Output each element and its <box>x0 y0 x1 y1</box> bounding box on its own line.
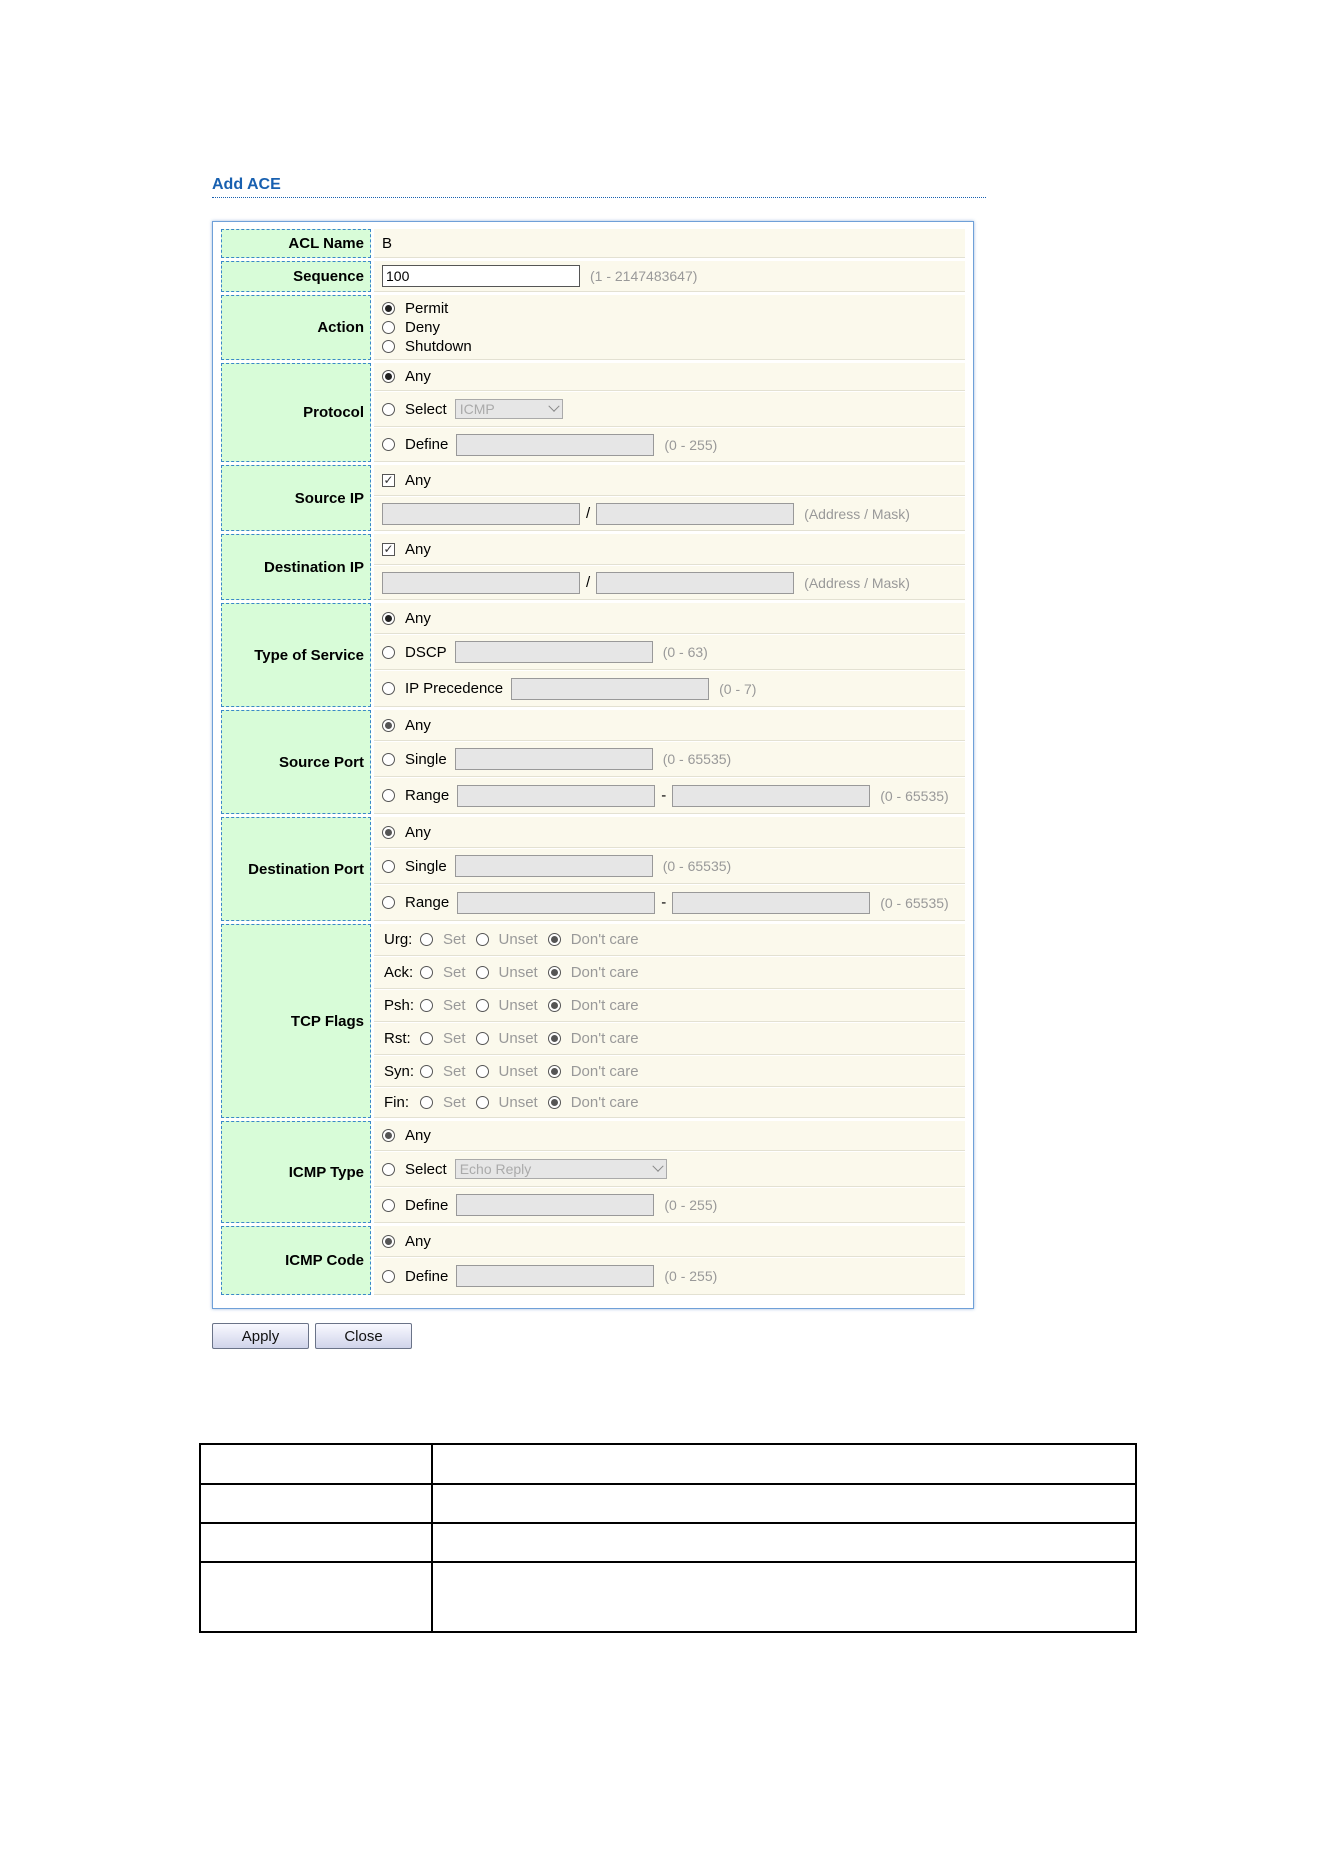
acl-name-label: ACL Name <box>221 229 371 258</box>
row-source-ip <box>221 465 965 531</box>
tcp-flag-name: Psh: <box>384 997 415 1014</box>
fin-set-radio[interactable] <box>420 1096 433 1109</box>
icmp-code-define-radio[interactable] <box>382 1270 395 1283</box>
source-port-single-input[interactable] <box>455 748 653 770</box>
syn-set-label: Set <box>443 1062 466 1080</box>
tos-ip-precedence-input[interactable] <box>511 678 709 700</box>
psh-unset-radio[interactable] <box>476 999 489 1012</box>
apply-button[interactable]: Apply <box>212 1323 309 1349</box>
destination-ip-any-label: Any <box>405 540 431 558</box>
source-ip-any-label: Any <box>405 471 431 489</box>
table-cell <box>432 1484 1136 1523</box>
fin-dont-care-radio[interactable] <box>548 1096 561 1109</box>
protocol-select-radio[interactable] <box>382 403 395 416</box>
icmp-type-any-label: Any <box>405 1127 431 1144</box>
source-port-single-label: Single <box>405 750 447 768</box>
action-option-permit[interactable] <box>382 299 448 318</box>
chevron-down-icon <box>652 1161 663 1172</box>
action-label: Action <box>221 295 371 360</box>
icmp-code-label: ICMP Code <box>221 1226 371 1295</box>
psh-unset-label: Unset <box>498 997 538 1014</box>
destination-port-range-dash: - <box>661 894 667 911</box>
tos-dscp-label: DSCP <box>405 643 447 661</box>
rst-dont-care-label: Don't care <box>570 1030 639 1047</box>
source-port-range-label: Range <box>405 787 450 804</box>
tcp-flag-syn <box>374 1056 965 1087</box>
sequence-input[interactable]: 100 <box>382 265 580 287</box>
row-source-port <box>221 710 965 814</box>
source-port-range-hint: (0 - 65535) <box>880 787 949 804</box>
fin-dont-care-label: Don't care <box>570 1094 639 1111</box>
row-action <box>221 295 965 360</box>
row-type-of-service <box>221 603 965 707</box>
icmp-type-select-label: Select <box>405 1160 447 1178</box>
destination-port-range-start-input[interactable] <box>457 892 655 914</box>
tcp-flags-label: TCP Flags <box>221 924 371 1118</box>
table-cell <box>200 1444 432 1484</box>
rst-set-label: Set <box>443 1030 466 1047</box>
destination-port-range-label: Range <box>405 894 450 911</box>
icmp-code-any-label: Any <box>405 1232 431 1250</box>
icmp-type-any-radio[interactable] <box>382 1129 395 1142</box>
row-icmp-code <box>221 1226 965 1295</box>
protocol-define-hint: (0 - 255) <box>664 436 718 453</box>
tos-dscp-radio[interactable] <box>382 646 395 659</box>
chevron-down-icon <box>548 401 559 412</box>
destination-port-single-hint: (0 - 65535) <box>662 858 732 874</box>
row-destination-ip <box>221 534 965 600</box>
tos-dscp-input[interactable] <box>455 641 653 663</box>
protocol-define-label: Define <box>405 436 449 453</box>
source-ip-address-input[interactable] <box>382 503 580 525</box>
urg-unset-radio[interactable] <box>476 933 489 946</box>
tcp-flag-name: Rst: <box>384 1030 411 1047</box>
tcp-flag-name: Ack: <box>384 964 414 981</box>
protocol-define-input[interactable] <box>456 434 654 456</box>
action-option-deny[interactable] <box>382 318 440 337</box>
psh-set-label: Set <box>443 997 466 1014</box>
ack-set-label: Set <box>443 964 466 981</box>
ack-unset-label: Unset <box>498 964 538 981</box>
tcp-flag-name: Fin: <box>384 1094 410 1111</box>
source-ip-slash: / <box>586 505 591 522</box>
page-title: Add ACE <box>212 176 281 193</box>
icmp-type-define-input[interactable] <box>456 1194 654 1216</box>
icmp-type-select-radio[interactable] <box>382 1163 395 1176</box>
fin-unset-radio[interactable] <box>476 1096 489 1109</box>
tos-any-radio[interactable] <box>382 612 395 625</box>
table-cell <box>200 1484 432 1523</box>
syn-set-radio[interactable] <box>420 1065 433 1078</box>
source-port-label: Source Port <box>221 710 371 814</box>
urg-set-radio[interactable] <box>420 933 433 946</box>
tos-dscp-hint: (0 - 63) <box>662 644 708 660</box>
tos-any-label: Any <box>405 609 431 627</box>
destination-port-any-radio[interactable] <box>382 826 395 839</box>
destination-port-range-hint: (0 - 65535) <box>880 894 949 911</box>
rst-unset-radio[interactable] <box>476 1032 489 1045</box>
row-sequence <box>221 261 965 292</box>
urg-dont-care-radio[interactable] <box>548 933 561 946</box>
close-button[interactable]: Close <box>315 1323 412 1349</box>
source-port-range-end-input[interactable] <box>672 785 870 807</box>
syn-unset-label: Unset <box>498 1062 538 1080</box>
icmp-code-define-input[interactable] <box>456 1265 654 1287</box>
table-row <box>200 1484 1136 1523</box>
destination-port-single-label: Single <box>405 857 447 875</box>
icmp-type-define-label: Define <box>405 1196 449 1214</box>
urg-unset-label: Unset <box>498 931 538 948</box>
rst-dont-care-radio[interactable] <box>548 1032 561 1045</box>
table-row <box>200 1523 1136 1562</box>
source-port-any-radio[interactable] <box>382 719 395 732</box>
icmp-type-label: ICMP Type <box>221 1121 371 1223</box>
icmp-code-any-radio[interactable] <box>382 1235 395 1248</box>
icmp-type-select-value: Echo Reply <box>459 1161 532 1177</box>
table-cell <box>200 1523 432 1562</box>
destination-port-any-label: Any <box>405 823 431 841</box>
tos-ip-precedence-hint: (0 - 7) <box>719 680 757 697</box>
table-cell <box>432 1523 1136 1562</box>
row-protocol <box>221 363 965 462</box>
acl-name-value: B <box>382 234 393 252</box>
source-ip-any-checkbox[interactable]: ✓ <box>383 472 394 487</box>
destination-ip-hint: (Address / Mask) <box>804 574 910 591</box>
table-row <box>200 1562 1136 1632</box>
psh-dont-care-radio[interactable] <box>548 999 561 1012</box>
source-port-any-label: Any <box>405 716 431 734</box>
permit-label: Permit <box>405 299 449 317</box>
destination-ip-address-input[interactable] <box>382 572 580 594</box>
table-cell <box>432 1562 1136 1632</box>
icmp-type-define-radio[interactable] <box>382 1199 395 1212</box>
icmp-type-define-hint: (0 - 255) <box>664 1197 718 1213</box>
source-port-single-hint: (0 - 65535) <box>662 751 732 767</box>
protocol-select-value: ICMP <box>459 401 495 417</box>
shutdown-label: Shutdown <box>405 337 472 355</box>
destination-port-single-radio[interactable] <box>382 860 395 873</box>
tcp-flag-rst <box>374 1023 965 1055</box>
protocol-any-radio[interactable] <box>382 370 395 383</box>
shutdown-radio[interactable] <box>382 340 395 353</box>
row-destination-port <box>221 817 965 921</box>
table-row <box>200 1444 1136 1484</box>
tcp-flag-name: Syn: <box>384 1062 415 1080</box>
ack-dont-care-label: Don't care <box>570 964 639 981</box>
destination-port-range-end-input[interactable] <box>672 892 870 914</box>
row-acl-name <box>221 229 965 258</box>
urg-set-label: Set <box>443 931 466 948</box>
ack-unset-radio[interactable] <box>476 966 489 979</box>
psh-dont-care-label: Don't care <box>570 997 639 1014</box>
row-tcp-flags <box>221 924 965 1118</box>
action-option-shutdown[interactable] <box>382 337 472 356</box>
rst-set-radio[interactable] <box>420 1032 433 1045</box>
destination-ip-label: Destination IP <box>221 534 371 600</box>
fin-unset-label: Unset <box>498 1094 538 1111</box>
ack-set-radio[interactable] <box>420 966 433 979</box>
icmp-code-define-hint: (0 - 255) <box>664 1268 718 1284</box>
syn-unset-radio[interactable] <box>476 1065 489 1078</box>
table-cell <box>432 1444 1136 1484</box>
protocol-define-radio[interactable] <box>382 438 395 451</box>
syn-dont-care-radio[interactable] <box>548 1065 561 1078</box>
protocol-label: Protocol <box>221 363 371 462</box>
source-ip-label: Source IP <box>221 465 371 531</box>
source-port-single-radio[interactable] <box>382 753 395 766</box>
source-port-range-dash: - <box>661 787 667 804</box>
type-of-service-label: Type of Service <box>221 603 371 707</box>
source-port-range-start-input[interactable] <box>457 785 655 807</box>
deny-label: Deny <box>405 318 441 336</box>
source-ip-mask-input[interactable] <box>596 503 794 525</box>
source-ip-hint: (Address / Mask) <box>804 505 910 522</box>
rst-unset-label: Unset <box>498 1030 538 1047</box>
protocol-any-label: Any <box>405 368 431 385</box>
fin-set-label: Set <box>443 1094 466 1111</box>
syn-dont-care-label: Don't care <box>570 1062 639 1080</box>
psh-set-radio[interactable] <box>420 999 433 1012</box>
sequence-hint: (1 - 2147483647) <box>590 268 698 284</box>
blank-table <box>199 1443 1137 1633</box>
add-ace-form <box>212 221 974 1309</box>
icmp-code-define-label: Define <box>405 1267 449 1285</box>
destination-port-range-radio[interactable] <box>382 896 395 909</box>
tos-ip-precedence-radio[interactable] <box>382 682 395 695</box>
permit-radio[interactable] <box>382 302 395 315</box>
row-icmp-type <box>221 1121 965 1223</box>
protocol-select-label: Select <box>405 400 447 418</box>
destination-ip-slash: / <box>586 574 591 591</box>
tcp-flag-urg <box>374 924 965 956</box>
tos-ip-precedence-label: IP Precedence <box>405 680 504 697</box>
destination-ip-any-checkbox[interactable]: ✓ <box>383 541 394 556</box>
ack-dont-care-radio[interactable] <box>548 966 561 979</box>
protocol-select-dropdown[interactable] <box>455 399 563 419</box>
tcp-flag-name: Urg: <box>384 931 413 948</box>
sequence-label: Sequence <box>221 261 371 292</box>
destination-port-single-input[interactable] <box>455 855 653 877</box>
table-cell <box>200 1562 432 1632</box>
tcp-flag-psh <box>374 990 965 1022</box>
urg-dont-care-label: Don't care <box>570 931 639 948</box>
destination-ip-mask-input[interactable] <box>596 572 794 594</box>
tcp-flag-fin <box>374 1088 965 1118</box>
icmp-type-select-dropdown[interactable] <box>455 1159 667 1179</box>
deny-radio[interactable] <box>382 321 395 334</box>
source-port-range-radio[interactable] <box>382 789 395 802</box>
destination-port-label: Destination Port <box>221 817 371 921</box>
tcp-flag-ack <box>374 957 965 989</box>
title-divider <box>212 197 986 198</box>
